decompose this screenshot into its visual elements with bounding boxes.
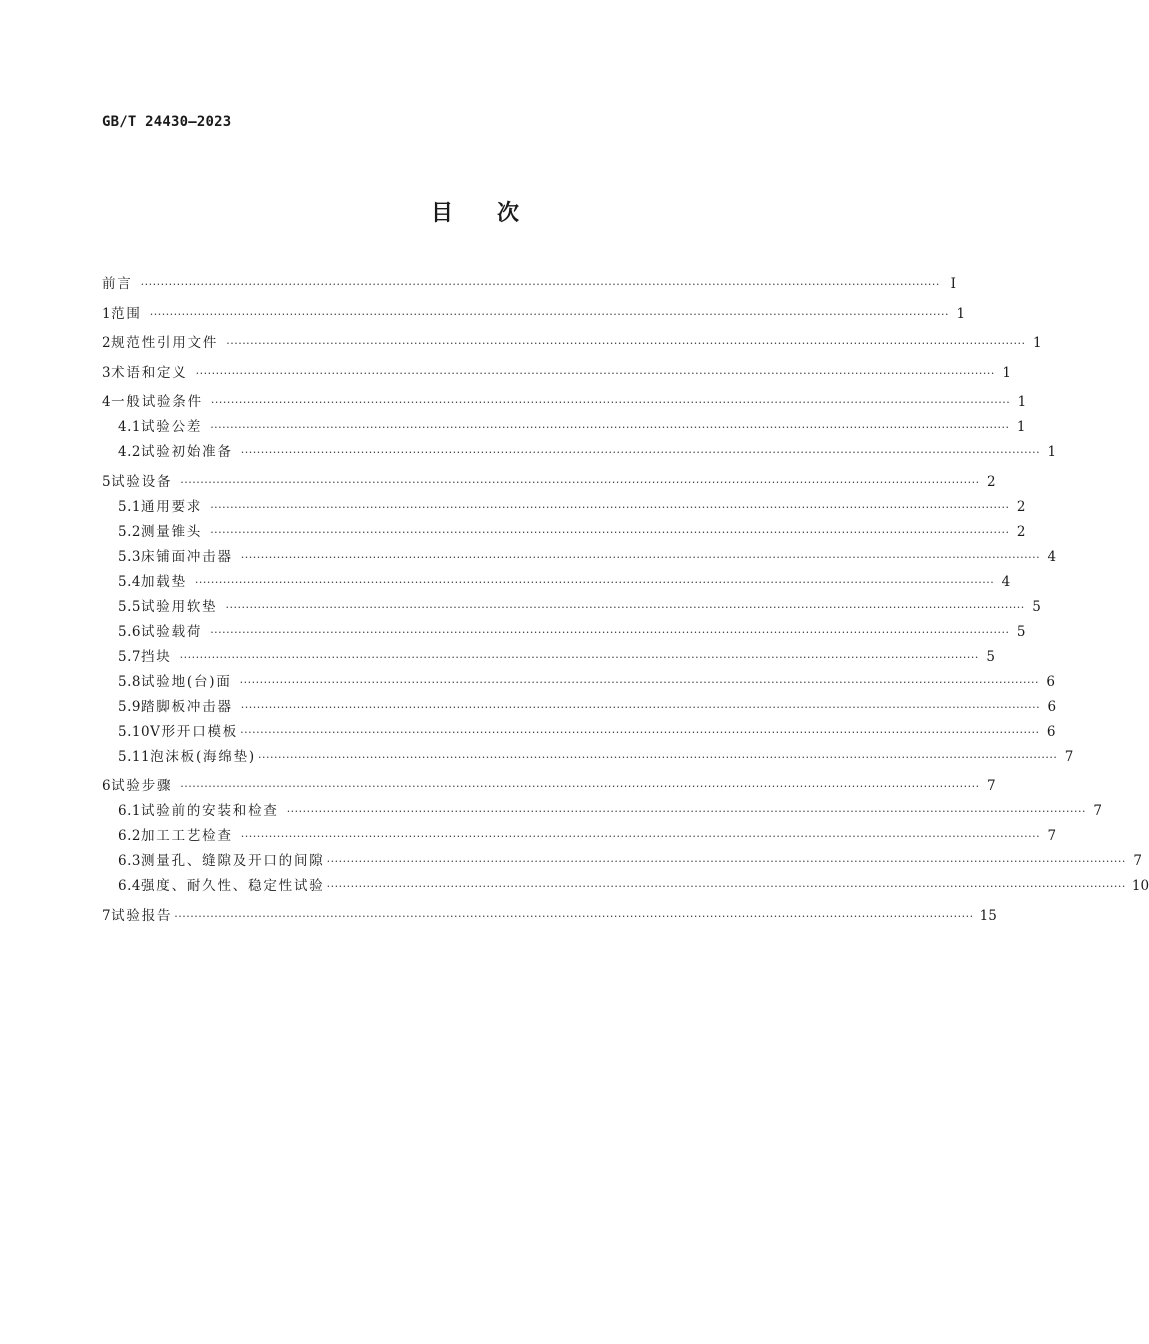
toc-entry-number: 5.1 <box>118 498 141 515</box>
dot-leader: ········································································································································································································ <box>258 750 1058 764</box>
toc-entry-label: 床铺面冲击器 <box>140 548 233 565</box>
toc-entry-label: 强度、耐久性、稳定性试验 <box>140 878 325 894</box>
toc-entry[interactable] <box>102 745 1074 770</box>
toc-entry-page-number: 6 <box>1046 673 1055 690</box>
toc-entry-page-number: 6 <box>1046 723 1056 740</box>
toc-entry[interactable] <box>102 670 1055 695</box>
dot-leader: ········································································································································································································ <box>195 366 995 380</box>
toc-entry-number: 2 <box>102 335 112 351</box>
dot-leader: ········································································································································································································ <box>149 307 950 321</box>
toc-entry-page-number: 1 <box>956 305 966 322</box>
table-of-contents <box>102 272 1149 929</box>
toc-entry-number: 5.3 <box>118 548 141 565</box>
toc-entry-label: 试验用软垫 <box>140 598 218 615</box>
dot-leader: ········································································································································································································ <box>240 700 1041 714</box>
toc-entry-page-number: 1 <box>1016 419 1026 435</box>
page-title: 目次 <box>430 201 563 226</box>
toc-entry-label: 试验初始准备 <box>140 444 233 460</box>
toc-entry[interactable] <box>102 695 1057 720</box>
toc-entry-page-number: 7 <box>1133 853 1142 869</box>
toc-entry[interactable] <box>102 272 956 297</box>
toc-entry-page-number: 2 <box>1016 498 1026 515</box>
dot-leader: ········································································································································································································ <box>225 600 1025 614</box>
dot-leader: ········································································································································································································ <box>140 278 940 291</box>
toc-entry-page-number: 1 <box>1032 335 1042 351</box>
dot-leader: ········································································································································································································ <box>210 421 1010 434</box>
toc-entry-label: 通用要求 <box>140 498 203 515</box>
toc-entry-number: 5.11 <box>118 748 151 765</box>
toc-entry-page-number: 7 <box>987 778 996 794</box>
toc-entry-page-number: 4 <box>1047 548 1057 565</box>
toc-entry-page-number: 2 <box>987 473 996 490</box>
toc-entry-page-number: 1 <box>1017 394 1027 410</box>
toc-entry-label: 试验设备 <box>111 473 173 490</box>
dot-leader: ········································································································································································································ <box>174 909 974 923</box>
toc-entry-label: 测量孔、缝隙及开口的间隙 <box>140 853 325 869</box>
toc-entry-number: 6.3 <box>118 853 141 869</box>
toc-entry-label: 加载垫 <box>140 573 187 590</box>
toc-entry[interactable] <box>102 470 996 495</box>
toc-entry-label: 测量锥头 <box>140 523 203 540</box>
toc-entry-number: 4.2 <box>118 444 141 460</box>
toc-entry-label: 踏脚板冲击器 <box>140 698 233 715</box>
toc-entry[interactable] <box>102 495 1026 520</box>
toc-entry-page-number: 2 <box>1016 523 1026 540</box>
toc-entry-number: 5.5 <box>118 598 141 615</box>
toc-entry-number: 6.1 <box>118 803 141 819</box>
toc-entry-label: 前言 <box>102 276 133 292</box>
toc-entry[interactable] <box>102 799 1103 824</box>
dot-leader: ········································································································································································································ <box>210 396 1011 409</box>
toc-entry-label: 术语和定义 <box>111 364 188 381</box>
toc-entry[interactable] <box>102 774 996 799</box>
dot-leader: ········································································································································································································ <box>286 805 1087 818</box>
toc-entry-label: 试验公差 <box>140 419 203 435</box>
toc-entry[interactable] <box>102 570 1011 595</box>
toc-entry-number: 5 <box>102 473 112 490</box>
toc-entry-number: 5.10 <box>118 723 151 740</box>
toc-entry[interactable] <box>102 331 1042 356</box>
dot-leader: ········································································································································································································ <box>326 855 1126 868</box>
dot-leader: ········································································································································································································ <box>240 725 1040 739</box>
toc-entry[interactable] <box>102 824 1057 849</box>
toc-entry-label: 范围 <box>111 305 142 322</box>
toc-entry-page-number: 15 <box>979 907 997 924</box>
toc-entry-label: 试验载荷 <box>140 623 203 640</box>
toc-entry-number: 5.9 <box>118 698 141 715</box>
toc-entry-page-number: 4 <box>1001 573 1011 590</box>
dot-leader: ········································································································································································································ <box>180 475 980 489</box>
toc-entry-label: 试验报告 <box>111 907 173 924</box>
toc-entry-page-number: 5 <box>986 648 995 665</box>
toc-entry-page-number: 7 <box>1047 828 1057 844</box>
dot-leader: ········································································································································································································ <box>240 550 1041 564</box>
toc-entry-number: 6.2 <box>118 828 141 844</box>
toc-entry[interactable] <box>102 440 1057 465</box>
toc-entry[interactable] <box>102 415 1026 440</box>
toc-entry-label: 试验前的安装和检查 <box>140 803 279 819</box>
toc-entry-number: 7 <box>102 907 112 924</box>
toc-entry-page-number: 10 <box>1131 878 1149 894</box>
toc-entry[interactable] <box>102 874 1149 899</box>
toc-entry-page-number: 1 <box>1047 444 1057 460</box>
toc-entry[interactable] <box>102 545 1057 570</box>
toc-entry-page-number: 7 <box>1064 748 1074 765</box>
toc-entry-label: 试验地(台)面 <box>140 673 232 690</box>
dot-leader: ········································································································································································································ <box>240 446 1041 459</box>
dot-leader: ········································································································································································································ <box>226 337 1026 350</box>
toc-entry-page-number: 1 <box>1002 364 1011 381</box>
toc-entry-number: 5.2 <box>118 523 141 540</box>
dot-leader: ········································································································································································································ <box>210 625 1010 639</box>
toc-entry-label: V形开口模板 <box>150 723 239 740</box>
toc-entry-number: 3 <box>102 364 112 381</box>
toc-entry[interactable] <box>102 849 1142 874</box>
toc-entry-label: 泡沫板(海绵垫) <box>150 748 256 765</box>
dot-leader: ········································································································································································································ <box>240 830 1041 843</box>
standard-code: GB/T 24430—2023 <box>102 114 232 130</box>
toc-entry-number: 5.4 <box>118 573 141 590</box>
toc-entry-label: 试验步骤 <box>111 778 173 794</box>
toc-entry-number: 5.6 <box>118 623 141 640</box>
toc-entry[interactable] <box>102 720 1056 745</box>
toc-entry-label: 规范性引用文件 <box>111 335 219 351</box>
toc-entry[interactable] <box>102 520 1026 545</box>
dot-leader: ········································································································································································································ <box>210 500 1010 514</box>
toc-entry[interactable] <box>102 390 1027 415</box>
dot-leader: ········································································································································································································ <box>326 880 1126 893</box>
toc-entry-page-number: Ⅰ <box>950 276 956 292</box>
toc-entry-number: 6 <box>102 778 112 794</box>
toc-entry-number: 5.7 <box>118 648 141 665</box>
toc-entry-number: 5.8 <box>118 673 141 690</box>
toc-entry-label: 加工工艺检查 <box>140 828 233 844</box>
toc-entry[interactable] <box>102 302 966 327</box>
dot-leader: ········································································································································································································ <box>239 675 1039 689</box>
toc-entry-number: 6.4 <box>118 878 141 894</box>
toc-entry[interactable] <box>102 620 1026 645</box>
toc-entry[interactable] <box>102 361 1011 386</box>
toc-entry-page-number: 6 <box>1047 698 1057 715</box>
toc-entry-number: 1 <box>102 305 112 322</box>
toc-entry-label: 挡块 <box>140 648 172 665</box>
dot-leader: ········································································································································································································ <box>179 650 979 664</box>
dot-leader: ········································································································································································································ <box>180 780 980 793</box>
toc-entry[interactable] <box>102 645 995 670</box>
toc-entry-number: 4 <box>102 394 112 410</box>
toc-entry-page-number: 5 <box>1032 598 1041 615</box>
dot-leader: ········································································································································································································ <box>210 525 1010 539</box>
toc-entry-page-number: 7 <box>1093 803 1103 819</box>
toc-entry-page-number: 5 <box>1016 623 1026 640</box>
toc-entry[interactable] <box>102 904 997 929</box>
toc-entry-label: 一般试验条件 <box>111 394 203 410</box>
dot-leader: ········································································································································································································ <box>194 575 995 589</box>
toc-entry-number: 4.1 <box>118 419 141 435</box>
toc-entry[interactable] <box>102 595 1041 620</box>
